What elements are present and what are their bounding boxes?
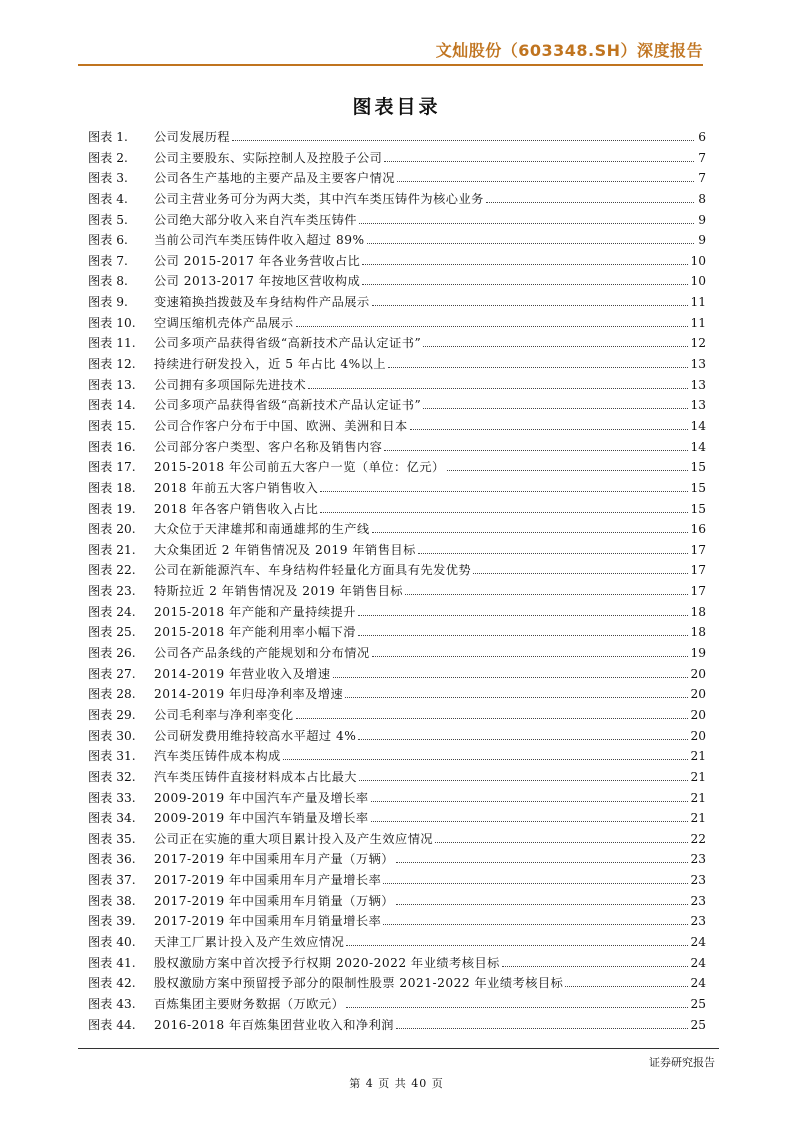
toc-entry-label: 图表 28. xyxy=(88,687,136,702)
toc-dot-leader xyxy=(372,532,689,533)
toc-entry[interactable] xyxy=(88,520,706,541)
toc-entry-label: 图表 19. xyxy=(88,501,136,516)
toc-entry-title: 持续进行研发投入，近 5 年占比 4%以上 xyxy=(154,357,387,372)
toc-dot-leader xyxy=(384,161,694,162)
toc-entry-title: 公司主要股东、实际控制人及控股子公司 xyxy=(154,150,383,165)
toc-entry-label: 图表 31. xyxy=(88,749,136,764)
toc-entry-title: 汽车类压铸件直接材料成本占比最大 xyxy=(154,769,357,784)
toc-entry[interactable] xyxy=(88,169,706,190)
toc-entry-label: 图表 35. xyxy=(88,831,136,846)
toc-entry-title: 公司发展历程 xyxy=(154,130,231,144)
toc-entry-page: 21 xyxy=(690,749,706,764)
figure-table-of-contents xyxy=(88,128,706,1036)
toc-dot-leader xyxy=(384,450,688,451)
toc-entry-title: 公司 2013-2017 年按地区营收构成 xyxy=(154,274,361,289)
toc-entry-label: 图表 2. xyxy=(88,150,128,165)
toc-dot-leader xyxy=(410,429,689,430)
toc-dot-leader xyxy=(367,243,694,244)
toc-entry-label: 图表 22. xyxy=(88,563,136,578)
toc-entry[interactable] xyxy=(88,809,706,830)
toc-dot-leader xyxy=(358,635,689,636)
toc-entry-title: 公司拥有多项国际先进技术 xyxy=(154,377,307,392)
toc-entry-title: 空调压缩机壳体产品展示 xyxy=(154,315,294,330)
toc-entry[interactable] xyxy=(88,582,706,603)
toc-entry-page: 23 xyxy=(690,893,706,908)
toc-entry-page: 21 xyxy=(690,811,706,826)
toc-entry[interactable] xyxy=(88,479,706,500)
toc-entry-label: 图表 37. xyxy=(88,873,136,888)
toc-entry-title: 2009-2019 年中国汽车销量及增长率 xyxy=(154,811,369,826)
header-divider xyxy=(78,64,703,66)
toc-dot-leader xyxy=(359,780,688,781)
toc-entry-page: 23 xyxy=(690,873,706,888)
toc-entry[interactable] xyxy=(88,830,706,851)
toc-entry[interactable] xyxy=(88,458,706,479)
toc-entry[interactable] xyxy=(88,747,706,768)
toc-entry-title: 公司主营业务可分为两大类，其中汽车类压铸件为核心业务 xyxy=(154,191,484,206)
toc-dot-leader xyxy=(383,924,688,925)
toc-entry-page: 11 xyxy=(690,295,706,310)
toc-entry-title: 2014-2019 年归母净利率及增速 xyxy=(154,687,344,702)
toc-entry-page: 10 xyxy=(690,274,706,289)
toc-dot-leader xyxy=(565,986,688,987)
toc-entry[interactable] xyxy=(88,892,706,913)
toc-entry-label: 图表 1. xyxy=(88,130,128,144)
toc-entry[interactable] xyxy=(88,190,706,211)
toc-dot-leader xyxy=(283,759,689,760)
toc-entry-label: 图表 26. xyxy=(88,646,136,661)
toc-entry-title: 2018 年各客户销售收入占比 xyxy=(154,501,319,516)
toc-dot-leader xyxy=(308,388,688,389)
toc-entry-title: 变速箱换挡拨鼓及车身结构件产品展示 xyxy=(154,295,370,310)
toc-entry-label: 图表 3. xyxy=(88,171,128,186)
toc-entry-page: 15 xyxy=(690,480,706,495)
toc-entry-page: 21 xyxy=(690,790,706,805)
toc-entry-title: 股权激励方案中预留授予部分的限制性股票 2021-2022 年业绩考核目标 xyxy=(154,976,564,991)
toc-entry-title: 公司研发费用维持较高水平超过 4% xyxy=(154,728,357,743)
toc-dot-leader xyxy=(296,326,689,327)
toc-entry[interactable] xyxy=(88,541,706,562)
toc-dot-leader xyxy=(232,140,694,141)
toc-dot-leader xyxy=(435,842,688,843)
toc-entry-page: 17 xyxy=(690,584,706,599)
toc-entry[interactable] xyxy=(88,871,706,892)
toc-entry-label: 图表 4. xyxy=(88,191,128,206)
toc-entry-title: 公司多项产品获得省级“高新技术产品认定证书” xyxy=(154,398,422,413)
toc-entry[interactable] xyxy=(88,974,706,995)
toc-dot-leader xyxy=(362,264,688,265)
toc-entry-page: 13 xyxy=(690,357,706,372)
toc-entry-label: 图表 32. xyxy=(88,769,136,784)
toc-entry-label: 图表 21. xyxy=(88,542,136,557)
footer-page-number: 第 4 页 共 40 页 xyxy=(349,1077,444,1090)
toc-entry-page: 23 xyxy=(690,914,706,929)
toc-entry-page: 9 xyxy=(698,233,706,248)
toc-entry-label: 图表 41. xyxy=(88,955,136,970)
toc-entry[interactable] xyxy=(88,727,706,748)
toc-entry-label: 图表 42. xyxy=(88,976,136,991)
toc-entry[interactable] xyxy=(88,912,706,933)
toc-entry-page: 12 xyxy=(690,336,706,351)
toc-dot-leader xyxy=(397,181,694,182)
footer-report-type: 证券研究报告 xyxy=(649,1056,715,1069)
toc-dot-leader xyxy=(358,739,688,740)
toc-entry[interactable] xyxy=(88,644,706,665)
toc-dot-leader xyxy=(447,470,689,471)
toc-entry-title: 2015-2018 年公司前五大客户一览（单位：亿元） xyxy=(154,460,445,475)
toc-dot-leader xyxy=(346,945,688,946)
toc-entry[interactable] xyxy=(88,954,706,975)
toc-entry[interactable] xyxy=(88,933,706,954)
toc-entry-label: 图表 34. xyxy=(88,811,136,826)
toc-entry-label: 图表 12. xyxy=(88,357,136,372)
report-header-title: 文灿股份（603348.SH）深度报告 xyxy=(435,41,703,60)
toc-dot-leader xyxy=(358,615,689,616)
toc-entry-label: 图表 39. xyxy=(88,914,136,929)
toc-dot-leader xyxy=(359,223,694,224)
toc-entry-label: 图表 33. xyxy=(88,790,136,805)
toc-entry-title: 2016-2018 年百炼集团营业收入和净利润 xyxy=(154,1017,394,1032)
toc-entry-page: 18 xyxy=(690,604,706,619)
toc-dot-leader xyxy=(371,801,689,802)
toc-entry-page: 25 xyxy=(690,996,706,1011)
toc-entry-label: 图表 18. xyxy=(88,480,136,495)
toc-entry-title: 2017-2019 年中国乘用车月产量增长率 xyxy=(154,873,382,888)
toc-dot-leader xyxy=(418,553,689,554)
toc-entry-page: 13 xyxy=(690,398,706,413)
toc-dot-leader xyxy=(333,677,689,678)
toc-entry[interactable] xyxy=(88,293,706,314)
toc-entry-page: 11 xyxy=(690,315,706,330)
toc-dot-leader xyxy=(362,284,688,285)
toc-entry[interactable] xyxy=(88,355,706,376)
toc-entry-title: 百炼集团主要财务数据（万欧元） xyxy=(154,996,345,1011)
toc-entry[interactable] xyxy=(88,685,706,706)
toc-entry-page: 22 xyxy=(690,831,706,846)
toc-entry[interactable] xyxy=(88,231,706,252)
toc-entry[interactable] xyxy=(88,995,706,1016)
toc-entry-title: 2017-2019 年中国乘用车月产量（万辆） xyxy=(154,852,394,867)
toc-dot-leader xyxy=(396,862,689,863)
toc-entry-page: 13 xyxy=(690,377,706,392)
toc-dot-leader xyxy=(423,346,688,347)
toc-dot-leader xyxy=(502,966,689,967)
toc-entry-page: 9 xyxy=(698,212,706,227)
toc-dot-leader xyxy=(296,718,689,719)
toc-entry-label: 图表 23. xyxy=(88,584,136,599)
toc-entry[interactable] xyxy=(88,417,706,438)
toc-entry-title: 公司 2015-2017 年各业务营收占比 xyxy=(154,253,361,268)
toc-entry[interactable] xyxy=(88,789,706,810)
toc-entry-page: 17 xyxy=(690,542,706,557)
page-title: 图表目录 xyxy=(352,96,441,118)
toc-entry[interactable] xyxy=(88,211,706,232)
toc-entry-title: 大众集团近 2 年销售情况及 2019 年销售目标 xyxy=(154,542,416,557)
toc-entry-title: 公司多项产品获得省级“高新技术产品认定证书” xyxy=(154,336,422,351)
toc-entry-page: 24 xyxy=(690,934,706,949)
toc-entry-page: 17 xyxy=(690,563,706,578)
toc-dot-leader xyxy=(396,1028,689,1029)
toc-dot-leader xyxy=(371,821,689,822)
toc-entry-label: 图表 10. xyxy=(88,315,136,330)
toc-entry-page: 14 xyxy=(690,439,706,454)
toc-entry-label: 图表 14. xyxy=(88,398,136,413)
toc-entry[interactable] xyxy=(88,252,706,273)
toc-entry-title: 2017-2019 年中国乘用车月销量增长率 xyxy=(154,914,382,929)
toc-entry-label: 图表 44. xyxy=(88,1017,136,1032)
toc-dot-leader xyxy=(372,656,689,657)
toc-entry-page: 19 xyxy=(690,646,706,661)
toc-entry[interactable] xyxy=(88,334,706,355)
toc-entry-page: 15 xyxy=(690,501,706,516)
toc-entry-title: 公司在新能源汽车、车身结构件轻量化方面具有先发优势 xyxy=(154,563,472,578)
toc-entry-page: 10 xyxy=(690,253,706,268)
toc-dot-leader xyxy=(320,491,688,492)
toc-dot-leader xyxy=(383,883,688,884)
toc-entry-title: 当前公司汽车类压铸件收入超过 89% xyxy=(154,233,365,248)
toc-dot-leader xyxy=(405,594,688,595)
toc-entry-label: 图表 36. xyxy=(88,852,136,867)
toc-entry-label: 图表 25. xyxy=(88,625,136,640)
toc-entry[interactable] xyxy=(88,272,706,293)
toc-entry[interactable] xyxy=(88,128,706,149)
toc-entry-page: 20 xyxy=(690,666,706,681)
toc-entry-page: 8 xyxy=(698,191,706,206)
toc-entry[interactable] xyxy=(88,376,706,397)
toc-dot-leader xyxy=(396,904,689,905)
toc-entry-page: 7 xyxy=(698,150,706,165)
toc-entry-page: 20 xyxy=(690,728,706,743)
toc-entry-title: 公司绝大部分收入来自汽车类压铸件 xyxy=(154,212,357,227)
toc-entry-title: 2014-2019 年营业收入及增速 xyxy=(154,666,331,681)
toc-dot-leader xyxy=(345,697,688,698)
toc-entry-label: 图表 43. xyxy=(88,996,136,1011)
toc-entry-page: 6 xyxy=(698,130,706,144)
toc-entry-page: 20 xyxy=(690,687,706,702)
toc-entry-title: 大众位于天津雄邦和南通雄邦的生产线 xyxy=(154,522,370,537)
toc-entry[interactable] xyxy=(88,623,706,644)
toc-entry-label: 图表 5. xyxy=(88,212,128,227)
toc-entry[interactable] xyxy=(88,768,706,789)
toc-entry-label: 图表 9. xyxy=(88,295,128,310)
toc-entry[interactable] xyxy=(88,665,706,686)
toc-entry[interactable] xyxy=(88,850,706,871)
toc-entry-label: 图表 7. xyxy=(88,253,128,268)
toc-entry-title: 汽车类压铸件成本构成 xyxy=(154,749,281,764)
toc-entry-page: 18 xyxy=(690,625,706,640)
toc-dot-leader xyxy=(473,573,688,574)
toc-entry-title: 天津工厂累计投入及产生效应情况 xyxy=(154,934,345,949)
footer-divider xyxy=(78,1048,719,1049)
toc-entry-label: 图表 15. xyxy=(88,418,136,433)
toc-entry-label: 图表 30. xyxy=(88,728,136,743)
toc-entry-title: 公司毛利率与净利率变化 xyxy=(154,707,294,722)
toc-entry-page: 25 xyxy=(690,1017,706,1032)
toc-entry-label: 图表 13. xyxy=(88,377,136,392)
toc-entry-page: 15 xyxy=(690,460,706,475)
toc-dot-leader xyxy=(320,512,688,513)
toc-entry-title: 公司正在实施的重大项目累计投入及产生效应情况 xyxy=(154,831,434,846)
toc-entry-page: 23 xyxy=(690,852,706,867)
toc-entry[interactable] xyxy=(88,500,706,521)
toc-entry-title: 特斯拉近 2 年销售情况及 2019 年销售目标 xyxy=(154,584,404,599)
toc-entry-label: 图表 20. xyxy=(88,522,136,537)
toc-entry[interactable] xyxy=(88,603,706,624)
toc-entry-label: 图表 29. xyxy=(88,707,136,722)
toc-entry-label: 图表 6. xyxy=(88,233,128,248)
toc-entry-label: 图表 11. xyxy=(88,336,136,351)
toc-entry-label: 图表 27. xyxy=(88,666,136,681)
toc-entry[interactable] xyxy=(88,706,706,727)
toc-entry-title: 2009-2019 年中国汽车产量及增长率 xyxy=(154,790,369,805)
toc-entry-title: 股权激励方案中首次授予行权期 2020-2022 年业绩考核目标 xyxy=(154,955,500,970)
toc-dot-leader xyxy=(486,202,694,203)
toc-entry[interactable] xyxy=(88,314,706,335)
toc-entry[interactable] xyxy=(88,1016,706,1037)
toc-entry-page: 24 xyxy=(690,955,706,970)
toc-entry-title: 公司部分客户类型、客户名称及销售内容 xyxy=(154,439,383,454)
toc-entry-page: 14 xyxy=(690,418,706,433)
toc-entry-label: 图表 8. xyxy=(88,274,128,289)
toc-dot-leader xyxy=(388,367,688,368)
toc-entry-page: 7 xyxy=(698,171,706,186)
toc-entry-label: 图表 40. xyxy=(88,934,136,949)
toc-entry-title: 2015-2018 年产能利用率小幅下滑 xyxy=(154,625,356,640)
toc-entry-page: 20 xyxy=(690,707,706,722)
toc-entry-title: 公司合作客户分布于中国、欧洲、美洲和日本 xyxy=(154,418,408,433)
toc-entry-label: 图表 17. xyxy=(88,460,136,475)
toc-entry[interactable] xyxy=(88,396,706,417)
toc-entry[interactable] xyxy=(88,561,706,582)
toc-entry-title: 2015-2018 年产能和产量持续提升 xyxy=(154,604,356,619)
toc-entry-page: 21 xyxy=(690,769,706,784)
toc-entry-label: 图表 16. xyxy=(88,439,136,454)
toc-dot-leader xyxy=(346,1007,688,1008)
toc-entry-title: 2018 年前五大客户销售收入 xyxy=(154,480,319,495)
toc-entry[interactable] xyxy=(88,149,706,170)
toc-dot-leader xyxy=(423,408,688,409)
toc-entry-page: 24 xyxy=(690,976,706,991)
toc-entry-label: 图表 38. xyxy=(88,893,136,908)
toc-entry-page: 16 xyxy=(690,522,706,537)
toc-entry-title: 公司各生产基地的主要产品及主要客户情况 xyxy=(154,171,396,186)
toc-dot-leader xyxy=(372,305,689,306)
toc-entry-label: 图表 24. xyxy=(88,604,136,619)
toc-entry-title: 公司各产品条线的产能规划和分布情况 xyxy=(154,646,370,661)
toc-entry[interactable] xyxy=(88,438,706,459)
toc-entry-title: 2017-2019 年中国乘用车月销量（万辆） xyxy=(154,893,394,908)
